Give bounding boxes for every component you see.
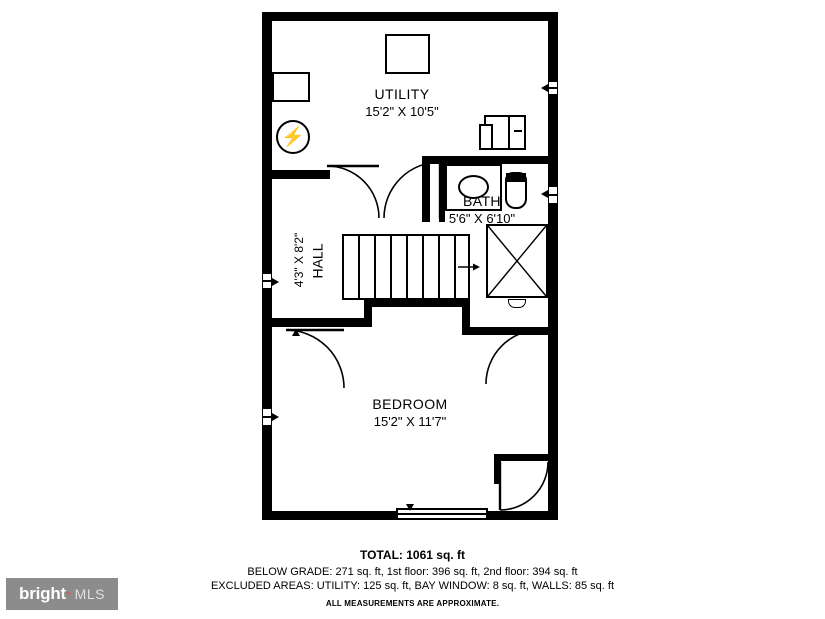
stair-step-7 <box>454 236 456 298</box>
stair-direction-arrow-icon <box>458 260 480 274</box>
stair-step-2 <box>374 236 376 298</box>
summary-breakdown: BELOW GRADE: 271 sq. ft, 1st floor: 396 sq. ft, 2nd floor: 394 sq. ft <box>247 566 578 578</box>
wall-hall-stair-bottom <box>364 299 470 307</box>
door-utility <box>325 164 381 220</box>
room-label-bedroom <box>320 396 500 429</box>
bedroom-dimensions: 15'2" X 11'7" <box>373 414 447 429</box>
door-bedroom-bay <box>498 460 550 512</box>
tick-bedroom-bottom <box>402 502 418 511</box>
wall-left <box>262 12 272 520</box>
stair-step-1 <box>358 236 360 298</box>
bay-window-bottom-line <box>398 513 486 515</box>
utility-name: UTILITY <box>374 86 430 102</box>
toilet-tank <box>506 173 526 182</box>
bathtub-spout-icon <box>508 299 526 308</box>
utility-closet-divider <box>508 117 510 148</box>
summary-disclaimer: ALL MEASUREMENTS ARE APPROXIMATE. <box>325 599 500 608</box>
hall-name: HALL <box>309 243 326 279</box>
bath-dimensions: 5'6" X 6'10" <box>448 211 516 226</box>
utility-closet-handle <box>514 130 522 132</box>
plan-summary <box>0 548 825 608</box>
wall-hall-bottom <box>272 318 372 327</box>
tick-hall-left <box>270 274 279 290</box>
summary-excluded: EXCLUDED AREAS: UTILITY: 125 sq. ft, BAY WINDOW: 8 sq. ft, WALLS: 85 sq. ft <box>210 580 615 592</box>
lightning-bolt-icon: ⚡ <box>281 126 305 148</box>
watermark-suffix: MLS <box>74 586 105 602</box>
tick-utility-right <box>541 80 550 96</box>
shower-x-icon <box>486 224 548 298</box>
room-label-bath <box>412 193 552 226</box>
watermark-brightmls <box>6 578 118 610</box>
window-right-utility-line <box>549 87 557 89</box>
stair-step-3 <box>390 236 392 298</box>
room-label-utility <box>312 86 492 119</box>
bedroom-name: BEDROOM <box>372 396 448 412</box>
utility-panel-top <box>385 34 430 74</box>
utility-counter-left <box>272 72 310 102</box>
tick-bedroom-left <box>270 409 279 425</box>
watermark-dot-icon: · <box>65 584 72 603</box>
utility-vent <box>479 124 493 150</box>
tick-hall-bottom <box>288 329 304 338</box>
stair-step-4 <box>406 236 408 298</box>
stair-step-5 <box>422 236 424 298</box>
door-bedroom-closet <box>484 328 542 386</box>
wall-top <box>262 12 558 21</box>
bath-name: BATH <box>463 193 501 209</box>
stair-step-6 <box>438 236 440 298</box>
summary-total: TOTAL: 1061 sq. ft <box>360 548 465 562</box>
wall-hall-top <box>272 170 330 179</box>
watermark-brand: bright <box>19 584 66 603</box>
utility-dimensions: 15'2" X 10'5" <box>365 104 439 119</box>
hall-dimensions: 4'3" X 8'2" <box>292 232 307 288</box>
